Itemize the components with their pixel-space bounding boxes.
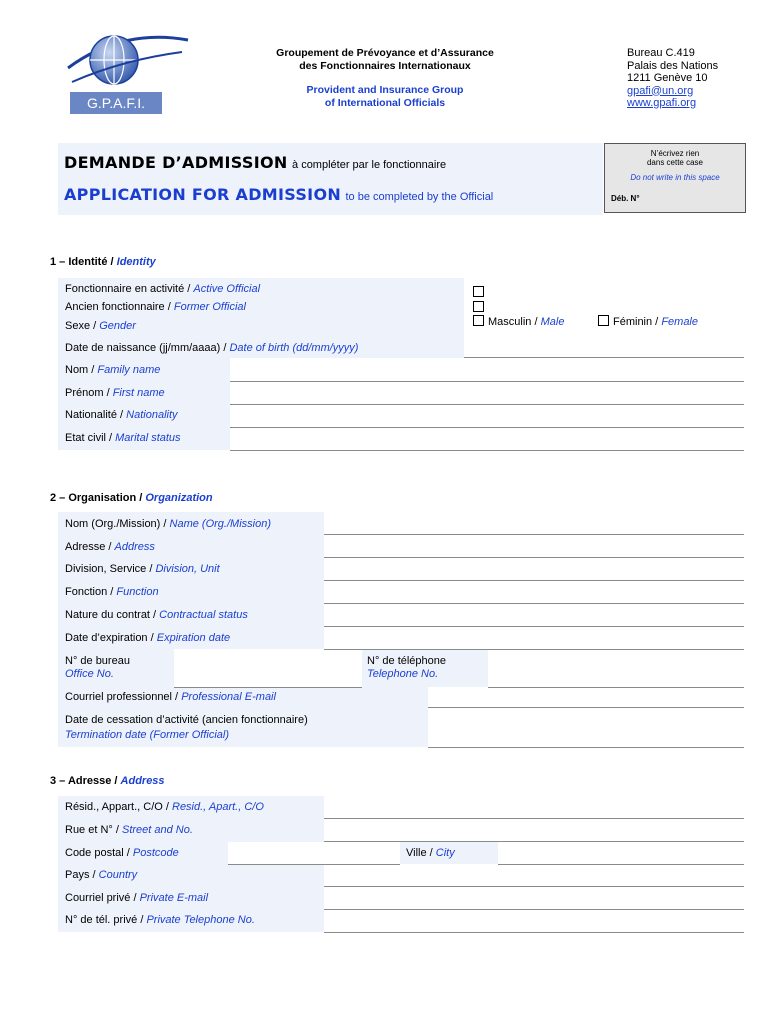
contract-field[interactable] (324, 626, 744, 627)
termination-date-field[interactable] (428, 747, 744, 748)
label-org-name: Nom (Org./Mission) / Name (Org./Mission) (65, 518, 271, 530)
label-org-address: Adresse / Address (65, 541, 155, 553)
label-private-telephone: N° de tél. privé / Private Telephone No. (65, 914, 255, 926)
address-line-3: 1211 Genève 10 (627, 72, 708, 84)
s2-shade-left (58, 512, 324, 649)
label-professional-email: Courriel professionnel / Professional E-mail (65, 691, 276, 703)
header-address (627, 47, 718, 110)
section-1-en: Identity (116, 256, 156, 268)
title-fr-sub: à compléter par le fonctionnaire (292, 159, 447, 171)
residence-field[interactable] (324, 818, 744, 819)
professional-email-field[interactable] (428, 707, 744, 708)
postcode-field[interactable] (228, 864, 400, 865)
section-2-num: 2 – Organisation / (50, 492, 143, 504)
expiration-field[interactable] (324, 649, 744, 650)
private-telephone-field[interactable] (324, 932, 744, 933)
label-termination-date: Date de cessation d’activité (ancien fonctionnaire) Termination date (Former Official) (65, 714, 308, 741)
telephone-no-field[interactable] (488, 687, 744, 688)
label-office-no: N° de bureau Office No. (65, 655, 130, 680)
office-use-box (604, 143, 746, 213)
male-option[interactable]: Masculin / Male (473, 315, 564, 329)
label-nationality: Nationalité / Nationality (65, 409, 178, 421)
male-checkbox[interactable] (473, 315, 484, 326)
email-link[interactable]: gpafi@un.org (627, 84, 694, 97)
org-name-en-1: Provident and Insurance Group (306, 84, 464, 96)
marital-status-field[interactable] (230, 450, 744, 451)
section-3-en: Address (120, 775, 165, 787)
former-official-checkbox[interactable] (473, 298, 488, 316)
city-field[interactable] (498, 864, 744, 865)
org-name-field[interactable] (324, 534, 744, 535)
dob-field[interactable] (464, 357, 744, 358)
label-first-name: Prénom / First name (65, 387, 165, 399)
label-former-official: Ancien fonctionnaire / Former Official (65, 301, 246, 313)
office-box-line-2: dans cette case (646, 158, 704, 167)
org-name-fr-1: Groupement de Prévoyance et d’Assurance (276, 47, 494, 59)
section-2-title (50, 492, 213, 504)
label-telephone-no: N° de téléphone Telephone No. (367, 655, 447, 680)
label-contract: Nature du contrat / Contractual status (65, 609, 248, 621)
section-2-en: Organization (145, 492, 213, 504)
female-option[interactable]: Féminin / Female (598, 315, 698, 329)
address-line-1: Bureau C.419 (627, 47, 695, 59)
private-email-field[interactable] (324, 909, 744, 910)
first-name-field[interactable] (230, 404, 744, 405)
label-function: Fonction / Function (65, 586, 159, 598)
section-3-title (50, 775, 165, 787)
female-checkbox[interactable] (598, 315, 609, 326)
street-field[interactable] (324, 841, 744, 842)
label-city: Ville / City (406, 847, 455, 859)
family-name-field[interactable] (230, 381, 744, 382)
title-en (64, 185, 493, 205)
division-field[interactable] (324, 580, 744, 581)
label-expiration: Date d’expiration / Expiration date (65, 632, 231, 644)
section-1-num: 1 – Identité / (50, 256, 114, 268)
country-field[interactable] (324, 886, 744, 887)
org-name-en-2: of International Officials (324, 96, 446, 109)
office-no-field[interactable] (174, 687, 362, 688)
office-box-deb: Déb. N° (611, 194, 640, 203)
logo-text: G.P.A.F.I. (86, 95, 146, 111)
title-en-main: APPLICATION FOR ADMISSION (64, 185, 342, 204)
label-dob: Date de naissance (jj/mm/aaaa) / Date of birth (dd/mm/yyyy) (65, 342, 359, 354)
label-street: Rue et N° / Street and No. (65, 824, 193, 836)
title-en-sub: to be completed by the Official (345, 191, 494, 203)
org-name-fr-2: des Fonctionnaires Internationaux (299, 59, 471, 72)
nationality-field[interactable] (230, 427, 744, 428)
office-box-line-1: N’écrivez rien (650, 149, 700, 158)
globe-logo-icon (62, 30, 192, 120)
section-3-num: 3 – Adresse / (50, 775, 118, 787)
label-family-name: Nom / Family name (65, 364, 161, 376)
title-fr-main: DEMANDE D’ADMISSION (64, 153, 288, 172)
logo (62, 30, 192, 120)
label-country: Pays / Country (65, 869, 138, 881)
label-residence: Résid., Appart., C/O / Resid., Apart., C/O (65, 801, 264, 813)
org-address-field[interactable] (324, 557, 744, 558)
header-center (230, 47, 540, 109)
label-active-official: Fonctionnaire en activité / Active Official (65, 283, 261, 295)
function-field[interactable] (324, 603, 744, 604)
title-fr (64, 153, 446, 173)
label-marital-status: Etat civil / Marital status (65, 432, 181, 444)
label-gender: Sexe / Gender (65, 320, 136, 332)
address-line-2: Palais des Nations (627, 59, 719, 72)
office-box-en: Do not write in this space (630, 173, 720, 182)
website-link[interactable]: www.gpafi.org (627, 97, 697, 109)
label-postcode: Code postal / Postcode (65, 847, 179, 859)
section-1-title (50, 256, 156, 268)
label-private-email: Courriel privé / Private E-mail (65, 892, 209, 904)
label-division: Division, Service / Division, Unit (65, 563, 220, 575)
